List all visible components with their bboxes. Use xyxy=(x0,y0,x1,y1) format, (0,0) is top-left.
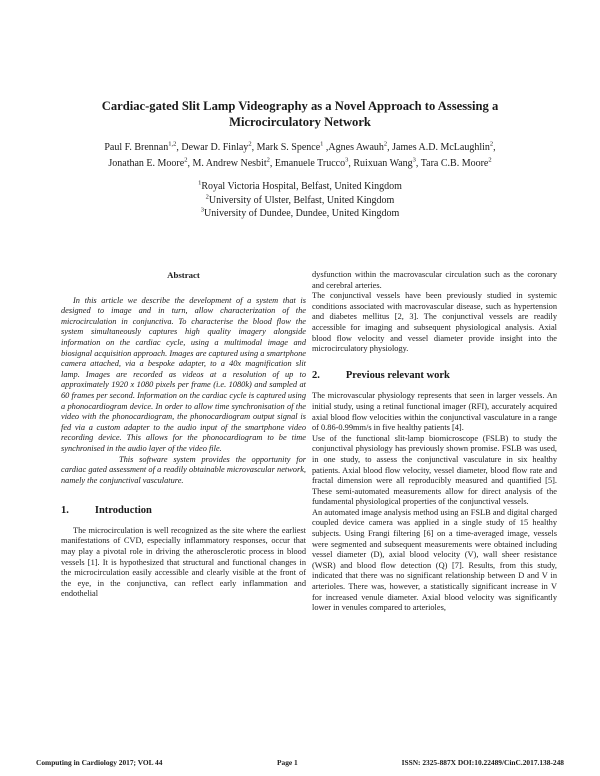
author-sep: , xyxy=(493,142,496,153)
author-name: Tara C.B. Moore xyxy=(420,157,489,169)
paper-title: Cardiac-gated Slit Lamp Videography as a Novel Approach to Assessing a Microcirculatory Network xyxy=(101,99,499,129)
author-affil-sup: 2 xyxy=(266,156,270,164)
abstract-section xyxy=(61,270,306,486)
author-sep: , xyxy=(251,142,257,153)
section-heading-introduction xyxy=(61,506,306,517)
section-heading-previous-work xyxy=(312,371,557,382)
author-affil-sup: 2 xyxy=(383,140,388,148)
author-affil-sup: 1 xyxy=(320,140,324,148)
author-affil-sup: 3 xyxy=(412,156,416,164)
affiliation-sup: 1 xyxy=(198,179,202,187)
abstract-heading: Abstract xyxy=(167,270,200,280)
author-affil-sup: 2 xyxy=(248,140,252,148)
author-affil-sup: 2 xyxy=(488,156,492,164)
body-paragraph: Use of the functional slit-lamp biomicroscope (FSLB) to study the conjunctival physiology has previously shown promise. FSLB was used, in one study, to assess the conjunctival vasculature in six healthy patients. Axial blood flow velocity, vessel diameter, blood flow rate and fractal dimension were all reproducibly measured and quantified [5]. These semi-automated measurements allow for direct analysis of the fundamental physiological properties of the conjunctival vessels. xyxy=(312,433,557,507)
affiliation-item xyxy=(100,194,500,208)
author-name: Paul F. Brennan xyxy=(104,142,169,153)
affiliation-text: University of Ulster, Belfast, United Kingdom xyxy=(208,194,395,206)
left-column xyxy=(61,270,306,600)
author-sep: , xyxy=(348,157,354,169)
author-sep: , xyxy=(269,157,275,169)
body-paragraph: An automated image analysis method using an FSLB and digital charged coupled device camera was applied in a single study of 15 healthy subjects. Using Frangi filtering [6] on a time-averaged image, vessels were segmented and subsequent measurements were obtained including vessel diameter (D), axial blood velocity (V), wall sheer resistance (WSR) and blood flow detection (Q) [7]. Results, from this study, indicated that there was no significant relationship between D and V in arterioles. There was, however, a statistically significant increase in V for increased venule diameter. Axial blood velocity was significantly lower in venules compared to arterioles, xyxy=(312,507,557,613)
body-paragraph: The microcirculation is well recognized as the site where the earliest manifestations of CVD, especially inflammatory responses, occur that may play a pivotal role in driving the atherosclerotic process in blood vessels [1]. It is hypothesized that structural and functional changes in the microcirculation easily accessible and clearly visible at the front of the eye, in the conjunctiva, can reflect early inflammation and endothelial xyxy=(61,525,306,599)
section-title: Introduction xyxy=(94,505,152,517)
affiliation-sup: 2 xyxy=(205,193,209,201)
body-paragraph: The conjunctival vessels have been previously studied in systemic conditions associated with macrovascular disease, such as hypertension and diabetes mellitus [2, 3]. The conjunctival vessels are readily accessible for imaging and subsequent physiological analysis. Axial blood flow velocity and vessel diameter provide insight into the microcirculatory physiology. xyxy=(312,291,557,354)
footer-page-number: Page 1 xyxy=(277,758,298,767)
section-number: 2. xyxy=(312,369,320,381)
author-name: Ruixuan Wang xyxy=(353,157,413,169)
author-name: Mark S. Spence xyxy=(256,142,321,153)
abstract-paragraph: This software system provides the opportunity for cardiac gated assessment of a readily obtainable microvascular network, namely the conjunctival vasculature. xyxy=(61,454,306,485)
author-affil-sup: 3 xyxy=(345,156,349,164)
author-sep: , xyxy=(387,142,393,153)
affiliation-sup: 3 xyxy=(200,206,204,214)
author-sep: , xyxy=(323,142,329,153)
footer-doi: ISSN: 2325-887X DOI:10.22489/CinC.2017.138-248 xyxy=(401,758,564,767)
affiliation-list xyxy=(100,180,500,221)
abstract-paragraph: In this article we describe the development of a system that is designed to image and in turn, allow characterization of the microcirculation in conjunctiva. To characterise the blood flow the system simultaneously captures high quality imagery alongside information on the cardiac cycle, using a multimodal image and biosignal acquisition approach. Images are captured using a smartphone camera attached, via a bespoke adapter, to a 40x magnification slit lamp. Images are recorded as videos at a resolution of up to approximately 1920 x 1080 pixels per frame (i.e. 1080k) and sampled at 60 frames per second. Information on the cardiac cycle is captured using a phonocardiogram device. In order to allow time synchronisation of the video with the phonocardiogram, the phonocardiogram output signal is fed via a custom adapter to the audio input of the smartphone video recording device. This allows for the phonocardiogram to be time synchronised in the audio layer of the video file. xyxy=(61,295,306,453)
body-paragraph: The microvascular physiology represents that seen in larger vessels. An initial study, using a retinal functional imager (RFI), accurately acquired axial blood flow velocities within the conjunctival vasculature in a range of 0.86-0.99mm/s in five healthy patients [4]. xyxy=(312,391,557,433)
body-paragraph: dysfunction within the macrovascular circulation such as the coronary and cerebral arteries. xyxy=(312,270,557,290)
author-name: M. Andrew Nesbit xyxy=(192,157,267,169)
author-line-2 xyxy=(40,156,560,172)
affiliation-item xyxy=(100,207,500,221)
affiliation-item xyxy=(100,180,500,194)
author-name: Emanuele Trucco xyxy=(274,157,346,169)
affiliation-text: Royal Victoria Hospital, Belfast, United Kingdom xyxy=(201,181,402,192)
author-name: Dewar D. Finlay xyxy=(181,142,249,153)
author-sep: , xyxy=(415,157,421,169)
author-affil-sup: 2 xyxy=(489,140,494,148)
footer-journal: Computing in Cardiology 2017; VOL 44 xyxy=(36,758,163,767)
author-name: James A.D. McLaughlin xyxy=(392,142,490,153)
affiliation-text: University of Dundee, Dundee, United Kingdom xyxy=(204,208,400,219)
author-sep: , xyxy=(176,142,182,153)
author-affil-sup: 2 xyxy=(184,156,188,164)
section-number: 1. xyxy=(61,505,69,517)
author-name: Agnes Awauh xyxy=(328,142,384,153)
author-line-1 xyxy=(40,140,560,156)
author-list xyxy=(40,140,560,171)
right-column xyxy=(312,270,557,614)
section-title: Previous relevant work xyxy=(345,369,450,381)
author-affil-sup: 1,2 xyxy=(168,140,177,148)
author-name: Jonathan E. Moore xyxy=(108,157,185,169)
author-sep: , xyxy=(187,157,193,169)
